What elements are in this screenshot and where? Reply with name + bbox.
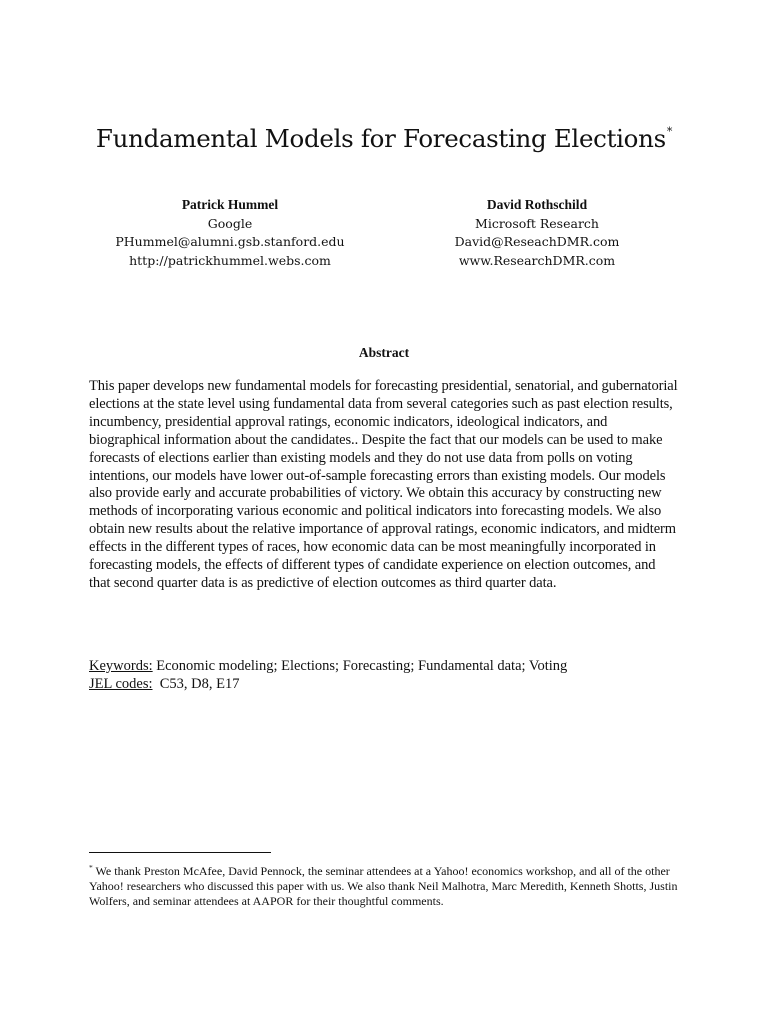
paper-title <box>0 124 768 153</box>
footnote-text: We thank Preston McAfee, David Pennock, the seminar attendees at a Yahoo! economics workshop, and all of the other Yahoo! researchers who discussed this paper with us. We also thank Neil Malhotra, Marc Meredith, Kenneth Shotts, Justin Wolfers, and seminar attendees at AAPOR for their thoughtful comments. <box>89 864 678 908</box>
keywords-text: Economic modeling; Elections; Forecasting; Fundamental data; Voting <box>156 658 568 674</box>
author-name: David Rothschild <box>486 197 588 212</box>
abstract-heading: Abstract <box>358 345 410 360</box>
paper-title-text: Fundamental Models for Forecasting Elections <box>95 124 666 153</box>
jel-line <box>89 675 689 693</box>
author-affiliation: Google <box>207 215 253 231</box>
author-block-1 <box>95 196 365 270</box>
footnote <box>89 860 689 909</box>
author-website: www.ResearchDMR.com <box>458 252 616 268</box>
keywords-line <box>89 657 689 675</box>
author-block-2 <box>402 196 672 270</box>
jel-label: JEL codes: <box>89 676 153 692</box>
title-footnote-marker: * <box>666 125 673 138</box>
keywords-section <box>89 657 689 693</box>
footnote-marker: * <box>89 863 93 872</box>
footnote-divider <box>89 852 271 853</box>
author-email: David@ReseachDMR.com <box>454 234 620 249</box>
author-affiliation: Microsoft Research <box>475 215 599 231</box>
author-email: PHummel@alumni.gsb.stanford.edu <box>115 234 345 249</box>
abstract-body: This paper develops new fundamental models for forecasting presidential, senatorial, and gubernatorial elections at the state level using fundamental data from several categories such as past election results, incumbency, presidential approval ratings, economic indicators, ideological indicators, and biographical information about the candidates.. Despite the fact that our models can be used to make forecasts of elections earlier than existing models and they do not use data from polls on voting intentions, our models have lower out-of-sample forecasting errors than existing models. Our models also provide early and accurate probabilities of victory. We obtain this accuracy by constructing new methods of incorporating various economic and political indicators into forecasting models. We also obtain new results about the relative importance of approval ratings, economic indicators, and midterm effects in the different types of races, how economic data can be most meaningfully incorporated in forecasting models, the effects of different types of candidate experience on election outcomes, and that second quarter data is as predictive of election outcomes as third quarter data. <box>89 378 678 591</box>
author-website: http://patrickhummel.webs.com <box>129 252 331 268</box>
author-name: Patrick Hummel <box>181 197 279 212</box>
keywords-label: Keywords: <box>89 658 153 674</box>
jel-codes: C53, D8, E17 <box>159 676 240 692</box>
